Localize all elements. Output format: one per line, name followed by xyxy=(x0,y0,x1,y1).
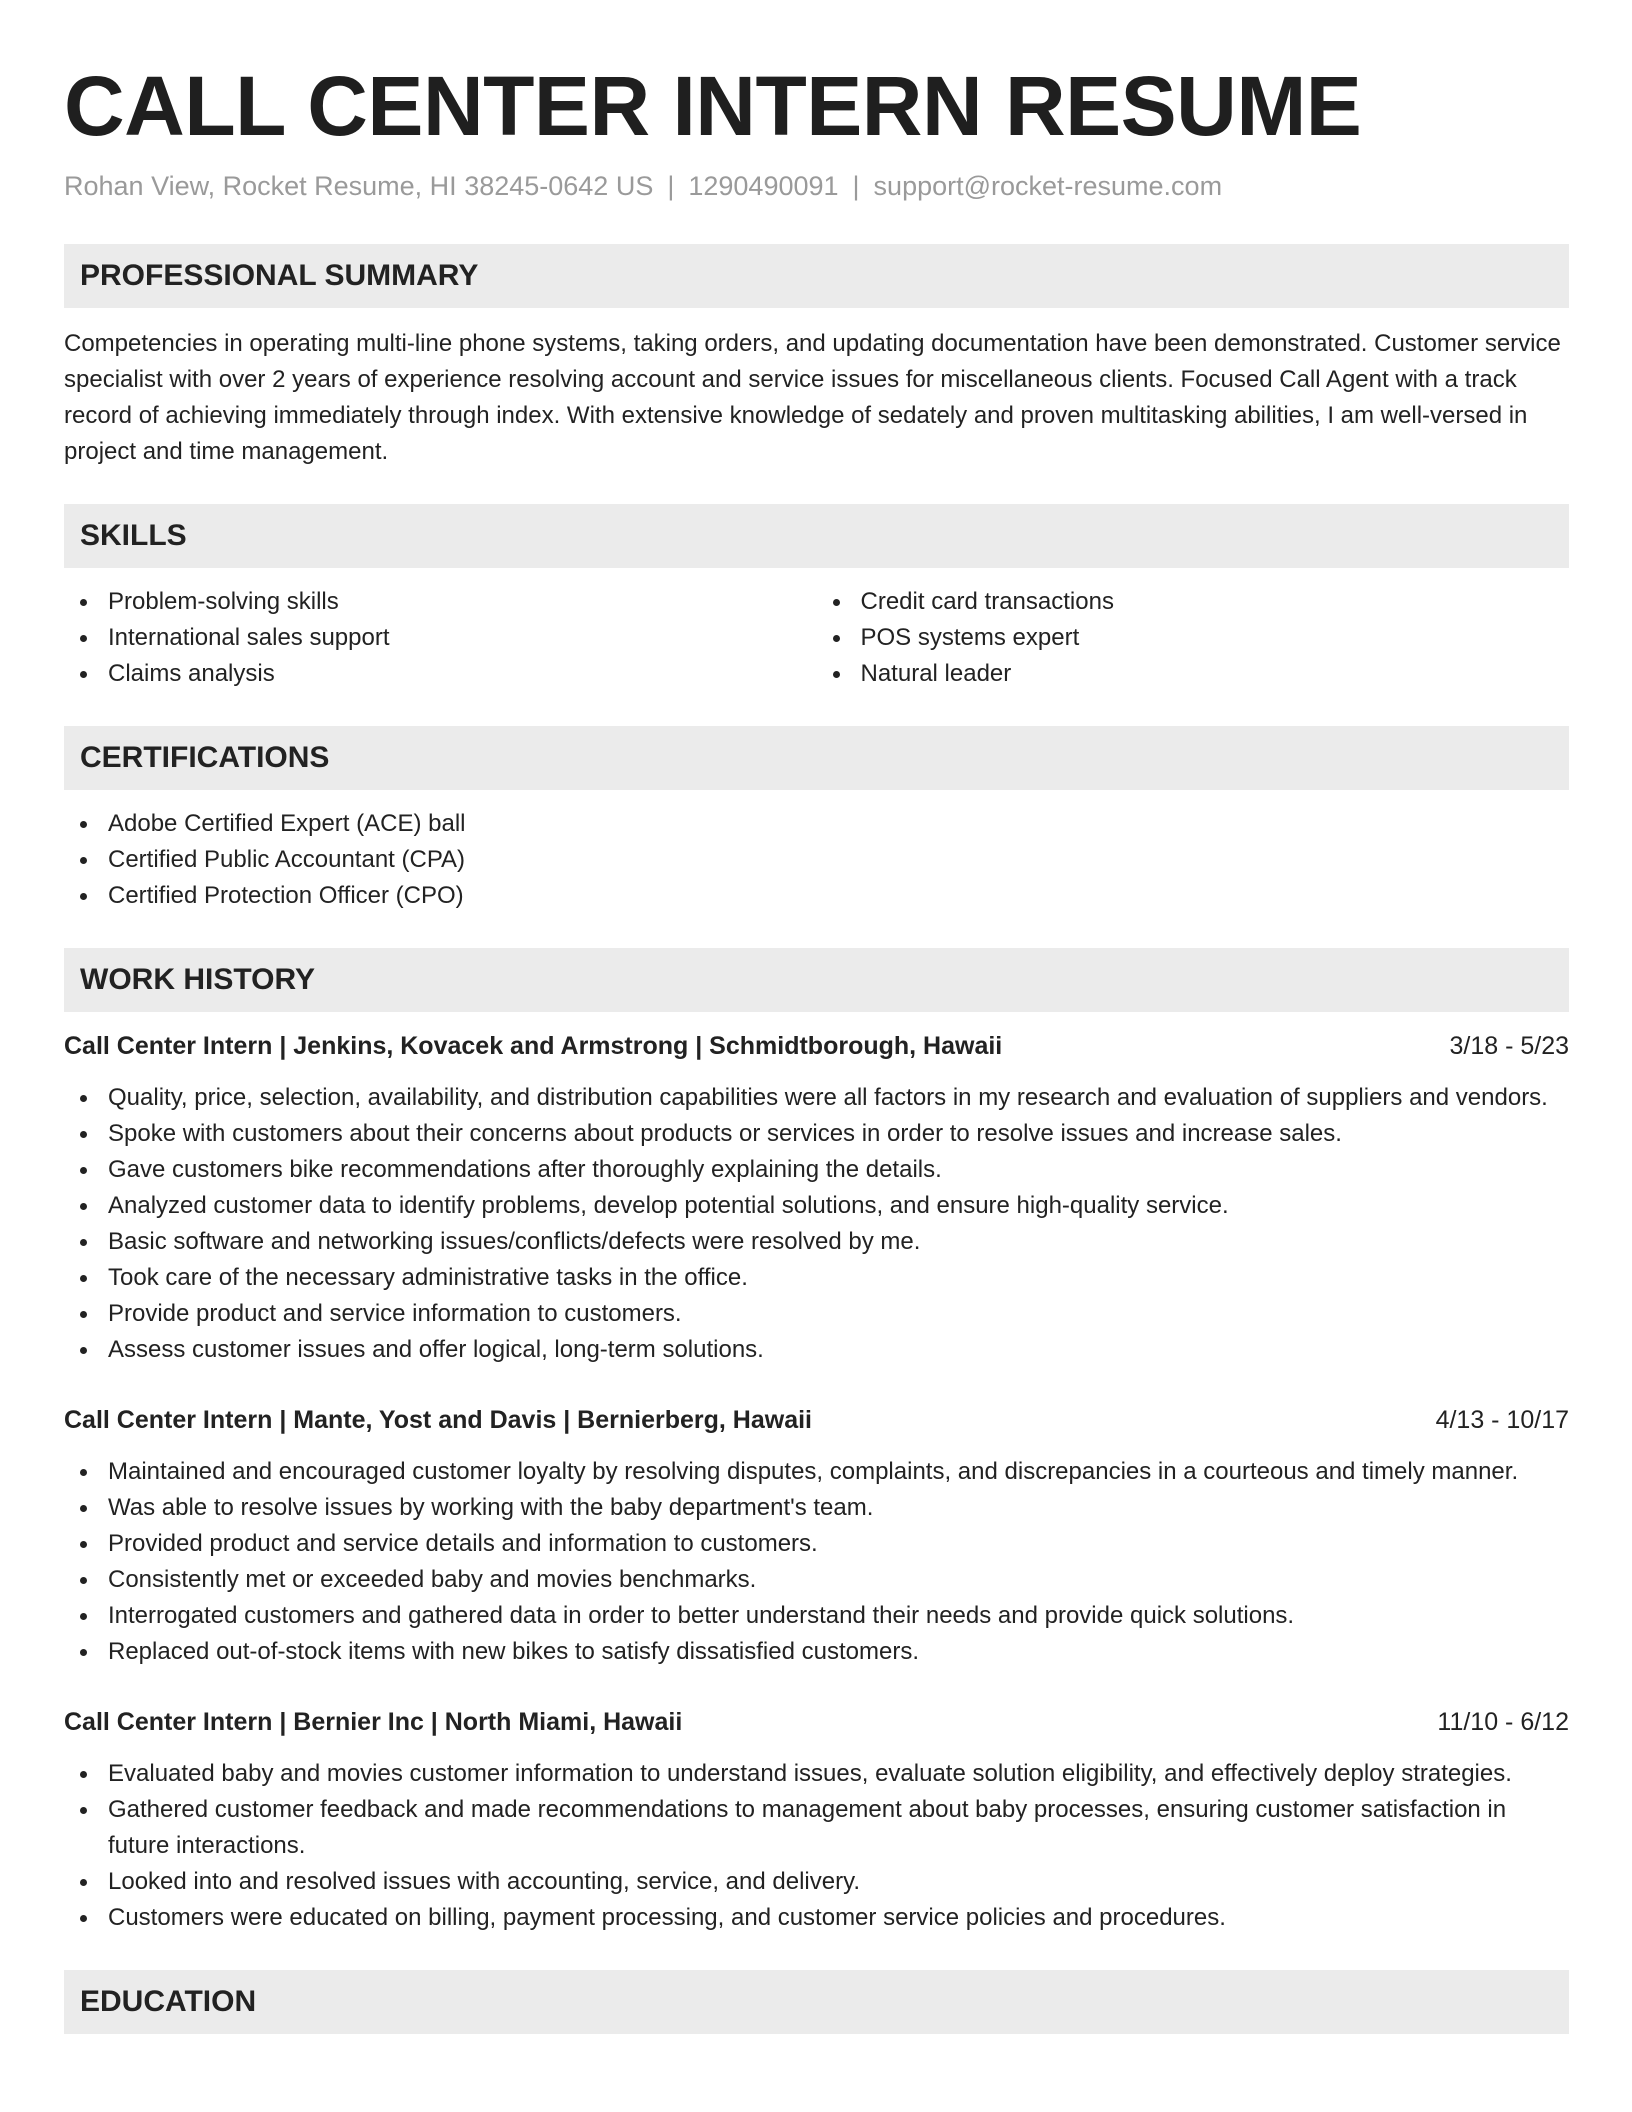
job-dates: 4/13 - 10/17 xyxy=(1435,1406,1569,1434)
job-duties-list xyxy=(64,1756,1569,1936)
job-duty: Customers were educated on billing, payment processing, and customer service policies and procedures. xyxy=(64,1900,1569,1936)
skill-item: Credit card transactions xyxy=(817,584,1570,620)
job-duties-list xyxy=(64,1080,1569,1368)
job-duty: Analyzed customer data to identify problems, develop potential solutions, and ensure high-quality service. xyxy=(64,1188,1569,1224)
job-duty: Gave customers bike recommendations after thoroughly explaining the details. xyxy=(64,1152,1569,1188)
section-header-skills: SKILLS xyxy=(64,504,1569,568)
job-duty: Replaced out-of-stock items with new bikes to satisfy dissatisfied customers. xyxy=(64,1634,1569,1670)
job-duty: Took care of the necessary administrative tasks in the office. xyxy=(64,1260,1569,1296)
summary-text: Competencies in operating multi-line phone systems, taking orders, and updating documentation have been demonstrated. Customer service specialist with over 2 years of experience resolving account and service issues for miscellaneous clients. Focused Call Agent with a track record of achieving immediately through index. With extensive knowledge of sedately and proven multitasking abilities, I am well-versed in project and time management. xyxy=(64,330,1561,465)
certifications-list xyxy=(64,806,1569,914)
section-header-summary: PROFESSIONAL SUMMARY xyxy=(64,244,1569,308)
job-entry xyxy=(64,1704,1569,1936)
job-duty: Consistently met or exceeded baby and movies benchmarks. xyxy=(64,1562,1569,1598)
section-header-education: EDUCATION xyxy=(64,1970,1569,2034)
certification-item: Certified Protection Officer (CPO) xyxy=(64,878,1569,914)
contact-separator: | xyxy=(667,171,675,201)
skill-item: International sales support xyxy=(64,620,817,656)
contact-separator: | xyxy=(852,171,860,201)
job-header xyxy=(64,1028,1569,1064)
job-title: Call Center Intern | Mante, Yost and Davis | Bernierberg, Hawaii xyxy=(64,1406,812,1434)
job-duty: Quality, price, selection, availability, and distribution capabilities were all factors in my research and evaluation of suppliers and vendors. xyxy=(64,1080,1569,1116)
contact-email: support@rocket-resume.com xyxy=(873,171,1223,201)
job-duty: Looked into and resolved issues with accounting, service, and delivery. xyxy=(64,1864,1569,1900)
job-duty: Spoke with customers about their concerns about products or services in order to resolve issues and increase sales. xyxy=(64,1116,1569,1152)
job-duty: Was able to resolve issues by working with the baby department's team. xyxy=(64,1490,1569,1526)
job-duty: Maintained and encouraged customer loyalty by resolving disputes, complaints, and discrepancies in a courteous and timely manner. xyxy=(64,1454,1569,1490)
job-duty: Interrogated customers and gathered data in order to better understand their needs and provide quick solutions. xyxy=(64,1598,1569,1634)
job-duty: Basic software and networking issues/conflicts/defects were resolved by me. xyxy=(64,1224,1569,1260)
contact-line xyxy=(64,168,1569,204)
job-duties-list xyxy=(64,1454,1569,1670)
job-title: Call Center Intern | Jenkins, Kovacek and Armstrong | Schmidtborough, Hawaii xyxy=(64,1032,1003,1060)
job-duty: Provide product and service information to customers. xyxy=(64,1296,1569,1332)
contact-phone: 1290490091 xyxy=(688,171,839,201)
job-duty: Evaluated baby and movies customer information to understand issues, evaluate solution eligibility, and effectively deploy strategies. xyxy=(64,1756,1569,1792)
job-entry xyxy=(64,1402,1569,1670)
job-duty: Gathered customer feedback and made recommendations to management about baby processes, ensuring customer satisfaction in future interactions. xyxy=(64,1792,1569,1864)
job-duty: Assess customer issues and offer logical, long-term solutions. xyxy=(64,1332,1569,1368)
certification-item: Adobe Certified Expert (ACE) ball xyxy=(64,806,1569,842)
skills-grid xyxy=(64,584,1569,692)
job-header xyxy=(64,1704,1569,1740)
skill-item: Claims analysis xyxy=(64,656,817,692)
page-title: CALL CENTER INTERN RESUME xyxy=(64,59,1362,153)
job-title: Call Center Intern | Bernier Inc | North Miami, Hawaii xyxy=(64,1708,683,1736)
skill-item: POS systems expert xyxy=(817,620,1570,656)
job-entry xyxy=(64,1028,1569,1368)
job-duty: Provided product and service details and information to customers. xyxy=(64,1526,1569,1562)
skills-list-left xyxy=(64,584,817,692)
job-header xyxy=(64,1402,1569,1438)
certification-item: Certified Public Accountant (CPA) xyxy=(64,842,1569,878)
skill-item: Natural leader xyxy=(817,656,1570,692)
contact-address: Rohan View, Rocket Resume, HI 38245-0642 US xyxy=(64,171,654,201)
resume-page xyxy=(64,0,1569,2034)
skill-item: Problem-solving skills xyxy=(64,584,817,620)
job-dates: 3/18 - 5/23 xyxy=(1449,1032,1569,1060)
section-header-work-history: WORK HISTORY xyxy=(64,948,1569,1012)
job-dates: 11/10 - 6/12 xyxy=(1437,1708,1569,1736)
skills-list-right xyxy=(817,584,1570,692)
section-header-certifications: CERTIFICATIONS xyxy=(64,726,1569,790)
